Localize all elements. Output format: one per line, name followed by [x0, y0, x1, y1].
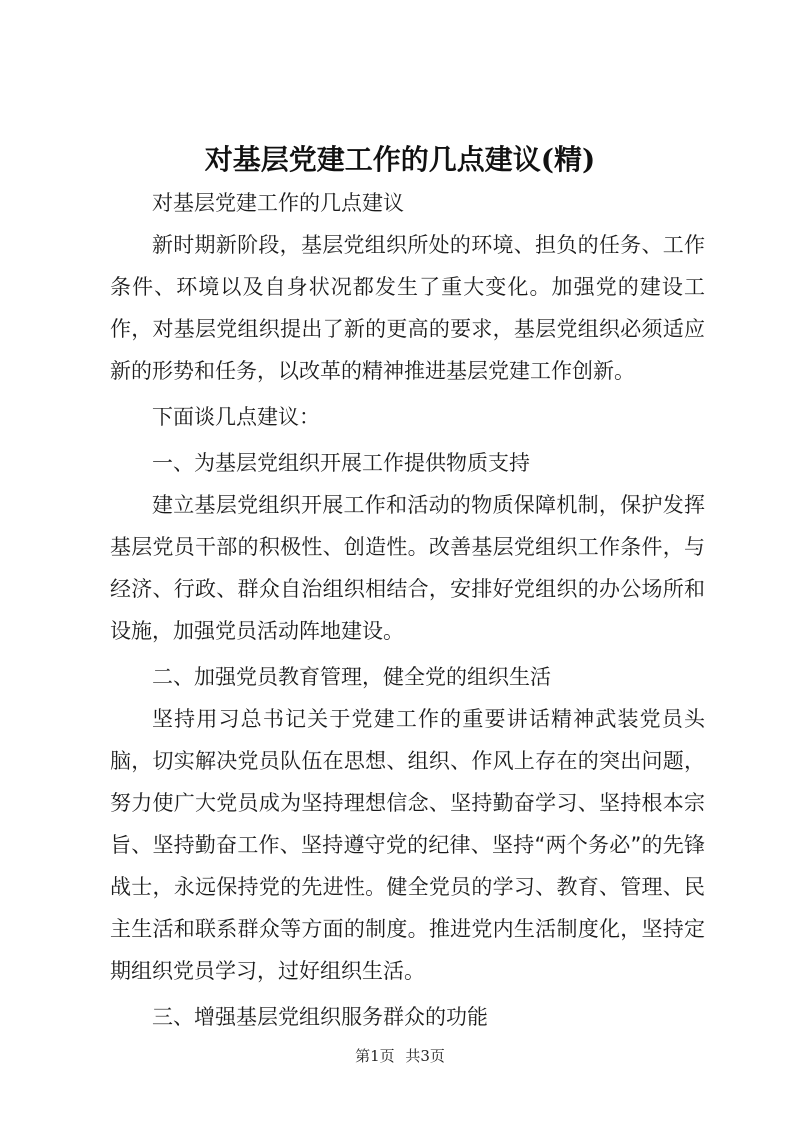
paragraph-intro: 新时期新阶段，基层党组织所处的环境、担负的任务、工作条件、环境以及自身状况都发生了重大变化。加强党的建设工作，对基层党组织提出了新的更高的要求，基层党组织必须适应新的形势和任务，以改革的精神推进基层党建工作创新。: [110, 233, 705, 383]
document-title: 对基层党建工作的几点建议(精): [204, 143, 596, 176]
document-body: [110, 182, 705, 1038]
page-footer: [0, 1045, 800, 1066]
paragraph-suggestions-lead: 下面谈几点建议：: [152, 405, 320, 429]
section-heading-1: 一、为基层党组织开展工作提供物质支持: [152, 451, 530, 475]
page-total: 共3页: [405, 1047, 445, 1065]
page-number: 第1页: [355, 1047, 395, 1065]
section-heading-3: 三、增强基层党组织服务群众的功能: [152, 1005, 488, 1029]
paragraph-section-1: 建立基层党组织开展工作和活动的物质保障机制，保护发挥基层党员干部的积极性、创造性。改善基层党组织工作条件，与经济、行政、群众自治组织相结合，安排好党组织的办公场所和设施，加强党员活动阵地建设。: [110, 493, 705, 643]
paragraph-subtitle: 对基层党建工作的几点建议: [152, 191, 404, 215]
section-heading-2: 二、加强党员教育管理，健全党的组织生活: [152, 665, 551, 689]
paragraph-section-2: 坚持用习总书记关于党建工作的重要讲话精神武装党员头脑，切实解决党员队伍在思想、组织、作风上存在的突出问题，努力使广大党员成为坚持理想信念、坚持勤奋学习、坚持根本宗旨、坚持勤奋工作、坚持遵守党的纪律、坚持“两个务必”的先锋战士，永远保持党的先进性。健全党员的学习、教育、管理、民主生活和联系群众等方面的制度。推进党内生活制度化，坚持定期组织党员学习，过好组织生活。: [110, 707, 705, 983]
